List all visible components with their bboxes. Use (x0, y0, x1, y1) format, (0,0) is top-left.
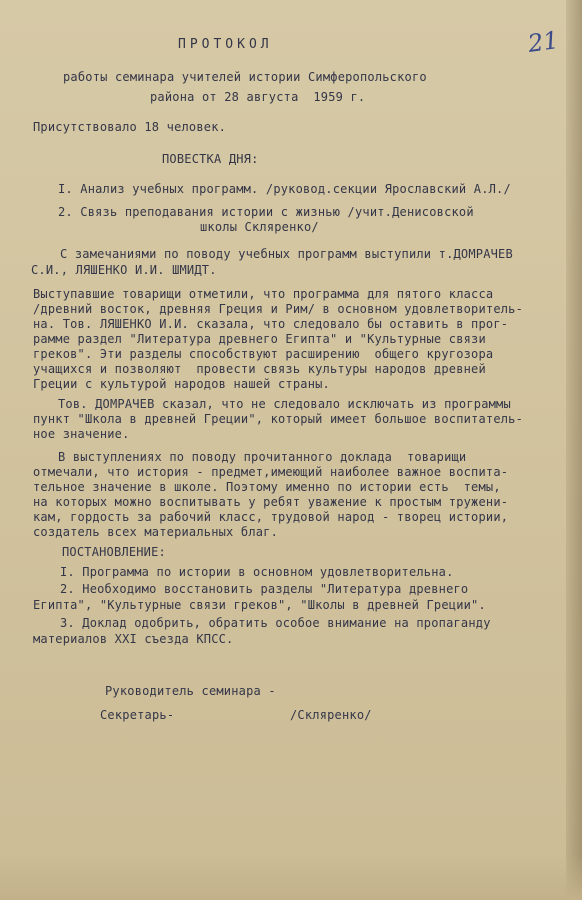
paragraph-line: С.И., ЛЯШЕНКО И.И. ШМИДТ. (31, 263, 217, 277)
agenda-heading: ПОВЕСТКА ДНЯ: (162, 152, 259, 166)
paragraph-line: Выступавшие товарищи отметили, что программа для пятого класса (33, 287, 494, 301)
signature-leader-line: Руководитель семинара - (105, 684, 276, 698)
resolution-item-continuation: Египта", "Культурные связи греков", "Школы в древней Греции". (33, 598, 486, 612)
paragraph-line: создатель всех материальных благ. (33, 525, 279, 539)
page-edge-shadow (566, 0, 582, 900)
resolution-item: I. Программа по истории в основном удовлетворительна. (60, 565, 454, 579)
folio-number: 21 (526, 26, 561, 58)
paragraph-line: рамме раздел "Литература древнего Египта" и "Культурные связи (33, 332, 486, 346)
paragraph-line: В выступлениях по поводу прочитанного доклада товарищи (58, 450, 467, 464)
paragraph-line: тельное значение в школе. Поэтому именно по истории есть темы, (33, 480, 501, 494)
resolution-item: 3. Доклад одобрить, обратить особое внимание на пропаганду (60, 616, 491, 630)
attendance-line: Присутствовало 18 человек. (33, 120, 227, 134)
subtitle-date-line: района от 28 августа 1959 г. (150, 90, 366, 104)
paragraph-line: /древний восток, древняя Греция и Рим/ в основном удовлетворитель- (33, 302, 524, 316)
agenda-item-continuation: школы Скляренко/ (200, 220, 319, 234)
agenda-item: I. Анализ учебных программ. /руковод.секции Ярославский А.Л./ (58, 182, 511, 196)
signature-secretary-name: /Скляренко/ (290, 708, 372, 722)
paragraph-line: кам, гордость за рабочий класс, трудовой народ - творец истории, (33, 510, 509, 524)
paragraph-line: ное значение. (33, 427, 130, 441)
paragraph-line: Греции с культурой народов нашей страны. (33, 377, 330, 391)
subtitle-line: работы семинара учителей истории Симферопольского (63, 70, 427, 84)
paragraph-line: С замечаниями по поводу учебных программ выступили т.ДОМРАЧЕВ (60, 247, 513, 261)
agenda-item: 2. Связь преподавания истории с жизнью /учит.Денисовской (58, 205, 474, 219)
resolution-item-continuation: материалов XXI съезда КПСС. (33, 632, 234, 646)
resolution-heading: ПОСТАНОВЛЕНИЕ: (62, 545, 166, 559)
paragraph-line: учащихся и позволяют провести связь культуры народов древней (33, 362, 486, 376)
paragraph-line: на. Тов. ЛЯШЕНКО И.И. сказала, что следовало бы оставить в прог- (33, 317, 509, 331)
document-title: ПРОТОКОЛ (178, 37, 273, 52)
paragraph-line: Тов. ДОМРАЧЕВ сказал, что не следовало исключать из программы (58, 397, 511, 411)
paragraph-line: отмечали, что история - предмет,имеющий наиболее важное воспита- (33, 465, 509, 479)
paragraph-line: пункт "Школа в древней Греции", который имеет большое воспитатель- (33, 412, 524, 426)
paragraph-line: на которых можно воспитывать у ребят уважение к простым тружени- (33, 495, 509, 509)
signature-secretary-line: Секретарь- (100, 708, 175, 722)
paragraph-line: греков". Эти разделы способствуют расширению общего кругозора (33, 347, 494, 361)
resolution-item: 2. Необходимо восстановить разделы "Литература древнего (60, 582, 469, 596)
